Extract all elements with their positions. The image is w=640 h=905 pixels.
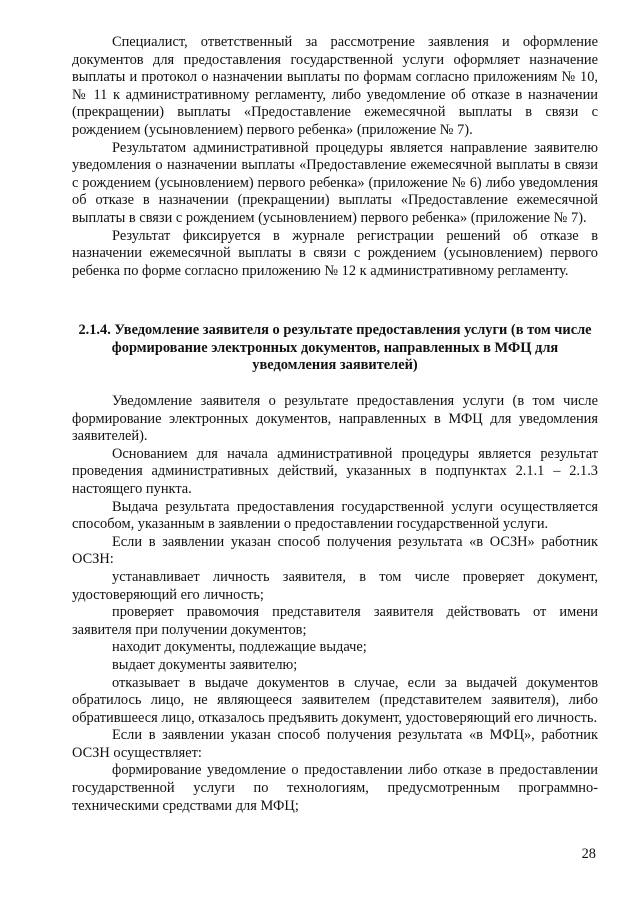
- page-number: 28: [581, 846, 596, 862]
- paragraph: отказывает в выдаче документов в случае, если за выдачей документов обратилось лицо, не являющееся заявителем (представителем заявителя), либо обратившееся лицо, отказалось предъявить документ, удостоверяющий его личность.: [72, 674, 598, 726]
- paragraph: проверяет правомочия представителя заявителя действовать от имени заявителя при получении документов;: [72, 604, 598, 638]
- paragraph: формирование уведомление о предоставлении либо отказе в предоставлении государственной услуги по технологиям, предусмотренным программно-техническими средствами для МФЦ;: [72, 762, 598, 814]
- paragraph: выдает документы заявителю;: [112, 656, 298, 673]
- section-heading: 2.1.4. Уведомление заявителя о результате предоставления услуги (в том числе формирование электронных документов, направленных в МФЦ для уведомления заявителей): [78, 322, 592, 374]
- paragraph: Специалист, ответственный за рассмотрение заявления и оформление документов для предоставления государственной услуги оформляет назначение выплаты и протокол о назначении выплаты по формам согласно приложениям № 10, № 11 к административному регламенту, либо уведомление об отказе в назначении (прекращении) выплаты «Предоставление ежемесячной выплаты в связи с рождением (усыновлением) первого ребенка» (приложение № 7).: [72, 34, 598, 138]
- paragraph: Основанием для начала административной процедуры является результат проведения административных действий, указанных в подпунктах 2.1.1 – 2.1.3 настоящего пункта.: [72, 445, 598, 497]
- paragraph: Если в заявлении указан способ получения результата «в МФЦ», работник ОСЗН осуществляет:: [72, 727, 598, 761]
- section-1-text: [72, 34, 598, 280]
- paragraph: Если в заявлении указан способ получения результата «в ОСЗН» работник ОСЗН:: [72, 533, 598, 568]
- section-2-text: [72, 393, 598, 815]
- paragraph: Результат фиксируется в журнале регистрации решений об отказе в назначении ежемесячной выплаты в связи с рождением (усыновлением) первого ребенка по форме согласно приложению № 12 к административному регламенту.: [72, 227, 598, 279]
- paragraph: Выдача результата предоставления государственной услуги осуществляется способом, указанным в заявлении о предоставлении государственной услуги.: [72, 498, 598, 533]
- paragraph: находит документы, подлежащие выдаче;: [112, 639, 367, 656]
- paragraph: Результатом административной процедуры является направление заявителю уведомления о назначении выплаты «Предоставление ежемесячной выплаты в связи с рождением (усыновлением) первого ребенка» (приложение № 6) либо уведомления об отказе в назначении (прекращении) выплаты «Предоставление ежемесячной выплаты в связи с рождением (усыновлением) первого ребенка» (приложение № 7).: [72, 139, 598, 226]
- paragraph: Уведомление заявителя о результате предоставления услуги (в том числе формирование электронных документов, направленных в МФЦ для уведомления заявителей).: [72, 393, 598, 445]
- paragraph: устанавливает личность заявителя, в том числе проверяет документ, удостоверяющий его личность;: [72, 568, 598, 603]
